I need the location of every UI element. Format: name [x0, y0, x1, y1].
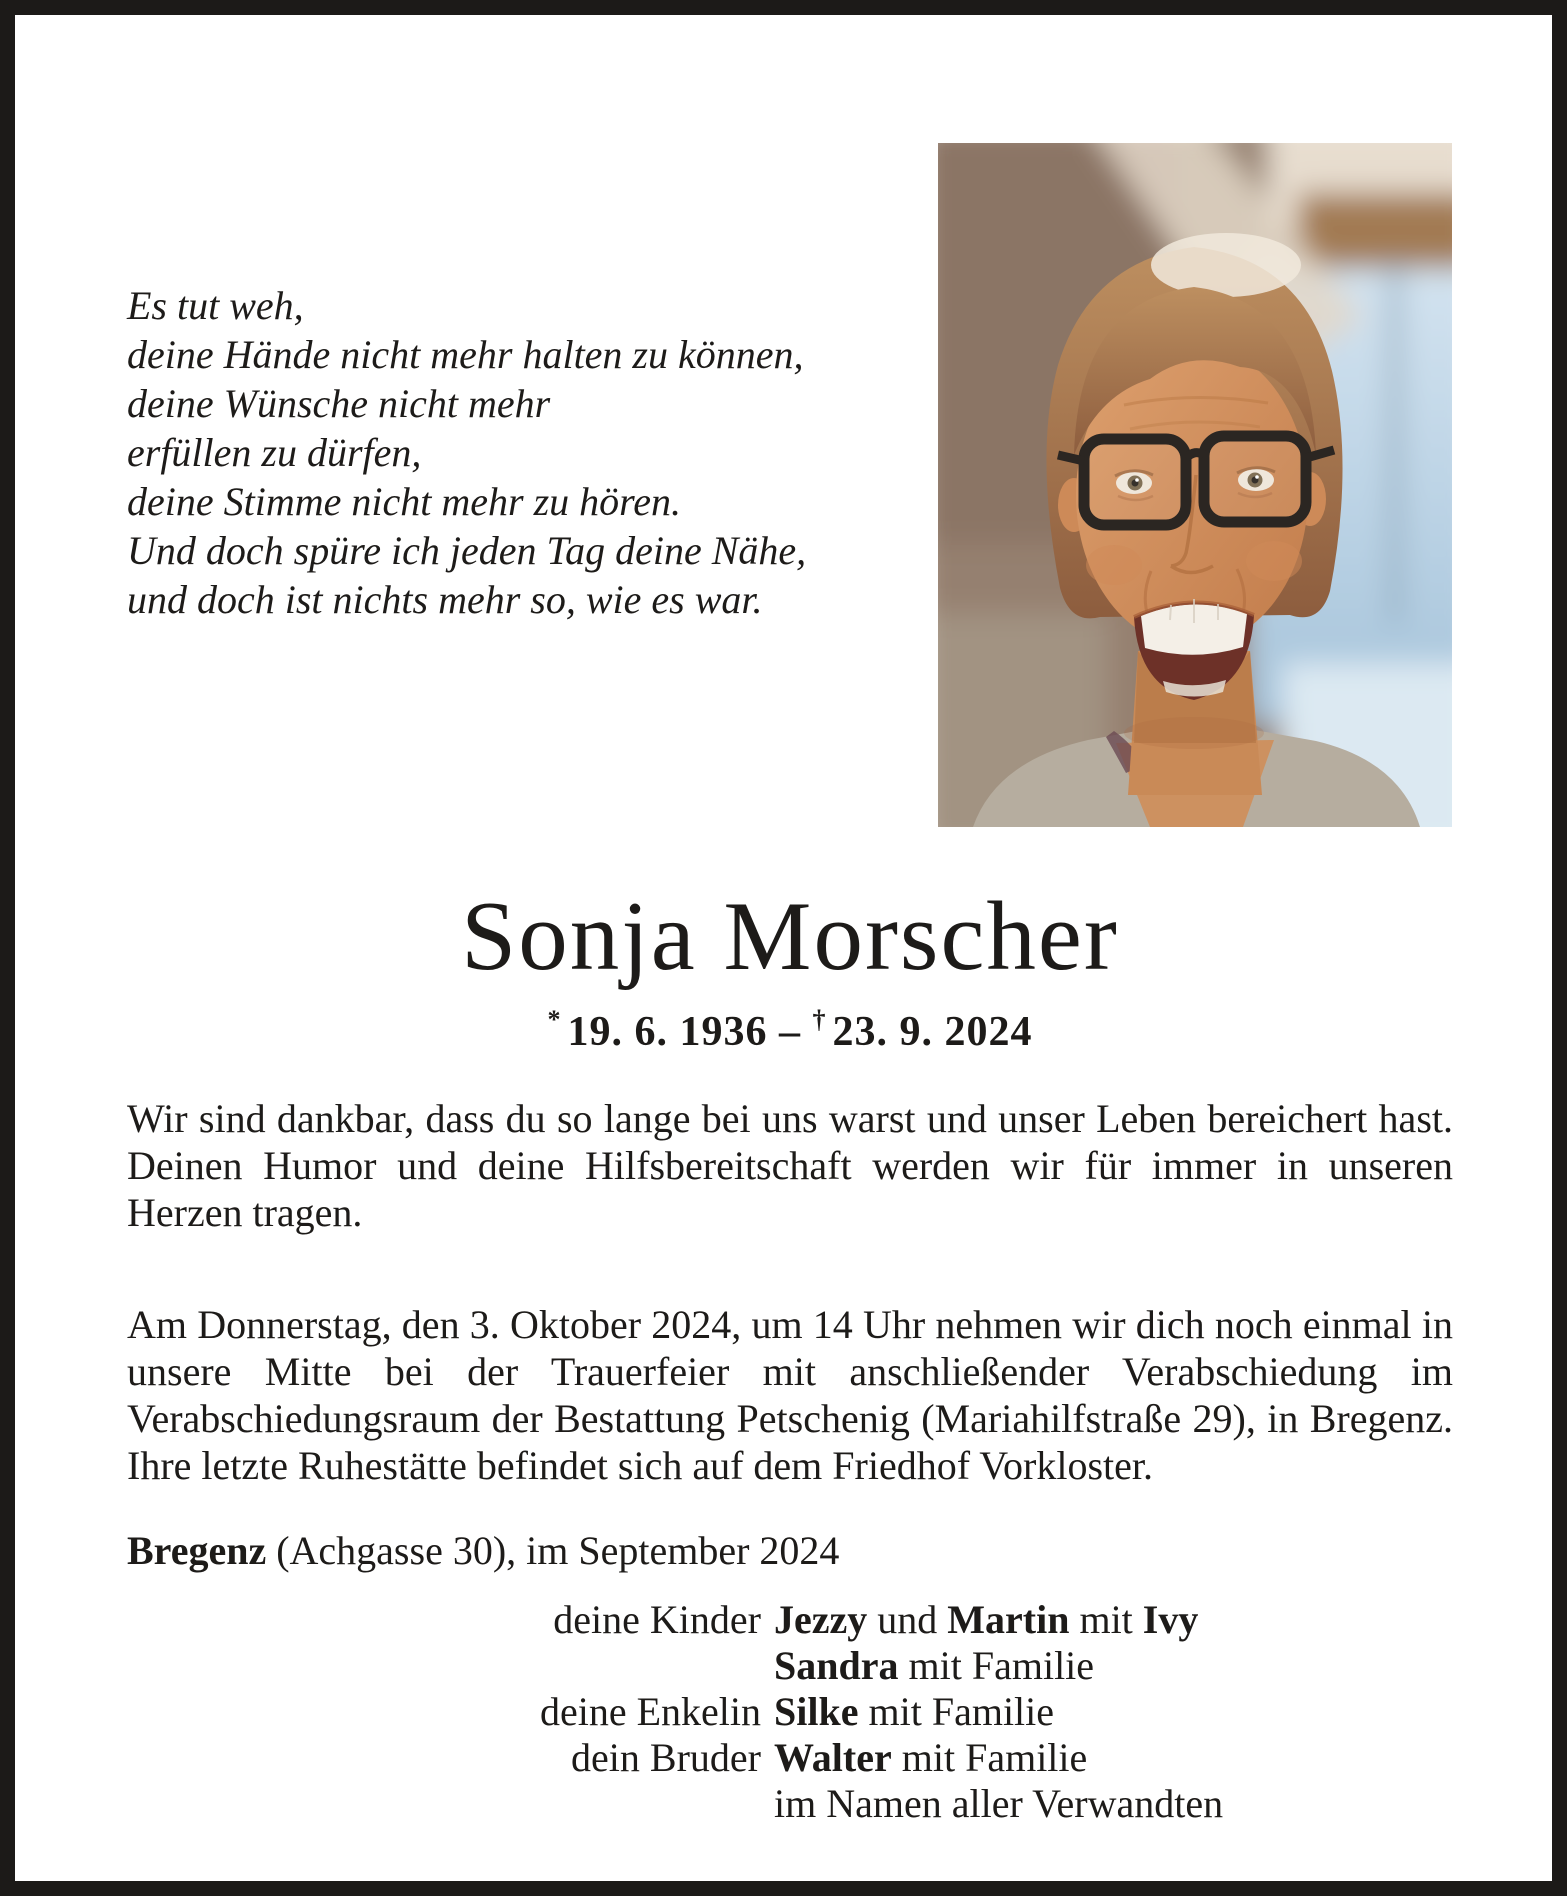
family-member-name: Sandra [774, 1643, 899, 1688]
poem-line: Und doch spüre ich jeden Tag deine Nähe, [127, 528, 807, 573]
family-names [774, 1735, 1453, 1781]
birth-date: 19. 6. 1936 [567, 1009, 768, 1055]
family-member-name: Jezzy [774, 1597, 868, 1642]
family-names [774, 1597, 1453, 1643]
family-text: mit Familie [891, 1735, 1088, 1780]
family-relation-label: deine Kinder [553, 1597, 761, 1642]
family-row [127, 1643, 1453, 1689]
cheek-right [1246, 541, 1302, 581]
deceased-name: Sonja Morscher [461, 882, 1119, 991]
family-names [774, 1689, 1453, 1735]
dateline-rest: (Achgasse 30), im September 2024 [266, 1528, 840, 1573]
family-member-name: Martin [947, 1597, 1070, 1642]
poem-line: Es tut weh, [127, 283, 304, 328]
family-relation-label: deine Enkelin [539, 1689, 761, 1734]
cheek-left [1086, 545, 1142, 585]
family-text: mit [1069, 1597, 1143, 1642]
funeral-details-paragraph: Am Donnerstag, den 3. Oktober 2024, um 14 Uhr nehmen wir dich noch einmal in unsere Mitte bei der Trauerfeier mit anschließender Verabschiedung im Verabschiedungsraum der Bestattung Petschenig (Mariahilfstraße 29), in Bregenz. Ihre letzte Ruhestätte befindet sich auf dem Friedhof Vorkloster. [127, 1302, 1453, 1488]
family-names [774, 1643, 1453, 1689]
hair-highlight [1151, 233, 1301, 297]
family-names [774, 1781, 1453, 1827]
memorial-poem [127, 281, 917, 624]
family-text: mit Familie [858, 1689, 1055, 1734]
thanks-paragraph: Wir sind dankbar, dass du so lange bei uns warst und unser Leben bereichert hast. Deinen Humor und deine Hilfsbereitschaft werden wir für immer in unseren Herzen tragen. [127, 1096, 1453, 1235]
family-row [127, 1781, 1453, 1827]
family-relation-label: dein Bruder [571, 1735, 761, 1780]
birth-star-symbol: * [547, 1005, 562, 1034]
family-member-name: Silke [774, 1689, 859, 1734]
family-text: mit Familie [898, 1643, 1095, 1688]
family-member-name: Walter [774, 1735, 892, 1780]
dateline-city: Bregenz [127, 1528, 267, 1573]
family-member-name: Ivy [1142, 1597, 1199, 1642]
poem-line: deine Wünsche nicht mehr [127, 381, 551, 426]
life-dates [127, 1007, 1453, 1056]
death-date: 23. 9. 2024 [832, 1009, 1033, 1055]
portrait-photo [938, 143, 1452, 827]
dateline [127, 1527, 839, 1574]
poem-line: deine Hände nicht mehr halten zu können, [127, 332, 804, 377]
family-row [127, 1735, 1453, 1781]
portrait-illustration [938, 143, 1452, 827]
family-text: und [867, 1597, 948, 1642]
family-row [127, 1597, 1453, 1643]
family-relation-label [127, 1643, 774, 1689]
poem-line: und doch ist nichts mehr so, wie es war. [127, 577, 763, 622]
poem-line: deine Stimme nicht mehr zu hören. [127, 479, 681, 524]
family-relation-label [127, 1781, 774, 1827]
family-list [127, 1597, 1453, 1827]
jaw-shadow [1124, 717, 1264, 749]
death-cross-symbol: † [812, 1005, 827, 1034]
family-row [127, 1689, 1453, 1735]
dates-separator: – [779, 1009, 801, 1055]
poem-line: erfüllen zu dürfen, [127, 430, 422, 475]
family-text: im Namen aller Verwandten [774, 1781, 1224, 1826]
